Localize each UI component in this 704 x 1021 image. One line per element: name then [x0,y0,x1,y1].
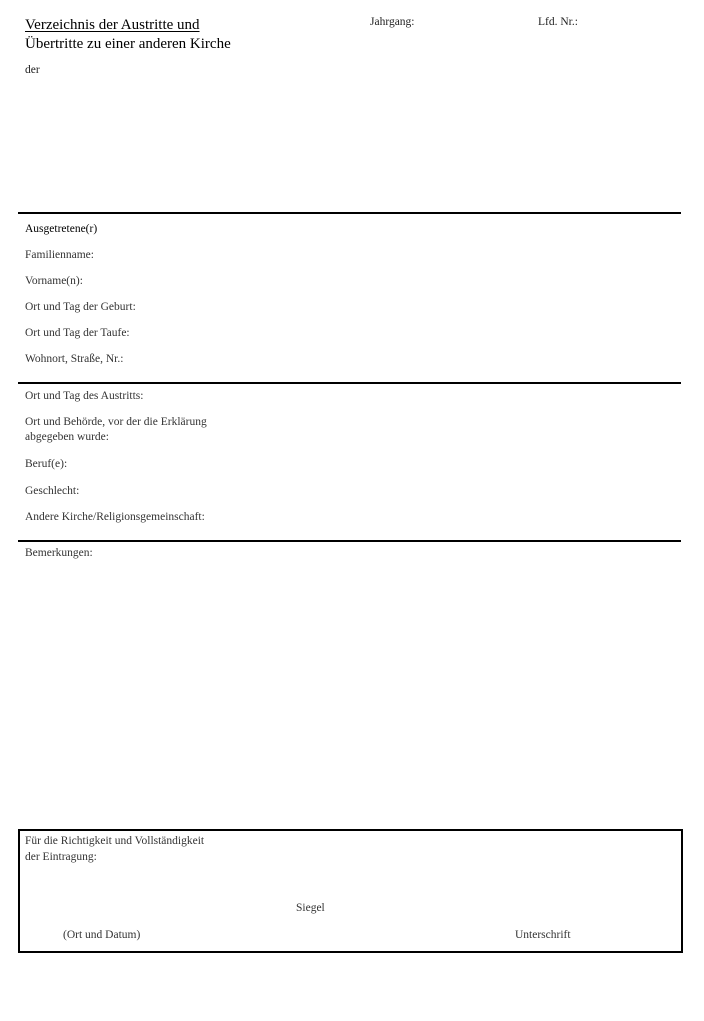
field-profession: Beruf(e): [25,458,68,470]
field-authority-line2: abgegeben wurde: [25,431,109,443]
field-baptism: Ort und Tag der Taufe: [25,327,130,339]
field-firstname: Vorname(n): [25,275,83,287]
certification-line1: Für die Richtigkeit und Vollständigkeit [25,835,205,847]
divider-3 [18,540,681,542]
person-heading: Ausgetretene(r) [25,223,98,235]
field-address: Wohnort, Straße, Nr.: [25,353,124,365]
field-authority-line1: Ort und Behörde, vor der die Erklärung [25,416,207,428]
form-title-line1: Verzeichnis der Austritte und [25,17,200,33]
field-gender: Geschlecht: [25,485,80,497]
seal-label: Siegel [296,902,325,914]
certification-line2: der Eintragung: [25,851,97,863]
field-birth: Ort und Tag der Geburt: [25,301,136,313]
field-exit-place-date: Ort und Tag des Austritts: [25,390,144,402]
place-date-label: (Ort und Datum) [63,929,141,941]
remarks-label: Bemerkungen: [25,547,93,559]
field-other-church: Andere Kirche/Religionsgemeinschaft: [25,511,205,523]
field-surname: Familienname: [25,249,94,261]
form-title [25,16,231,54]
year-label: Jahrgang: [370,16,415,28]
divider-1 [18,212,681,214]
divider-2 [18,382,681,384]
parish-label: der [25,64,40,76]
signature-label: Unterschrift [515,929,571,941]
number-label: Lfd. Nr.: [538,16,578,28]
form-title-line2: Übertritte zu einer anderen Kirche [25,36,231,52]
